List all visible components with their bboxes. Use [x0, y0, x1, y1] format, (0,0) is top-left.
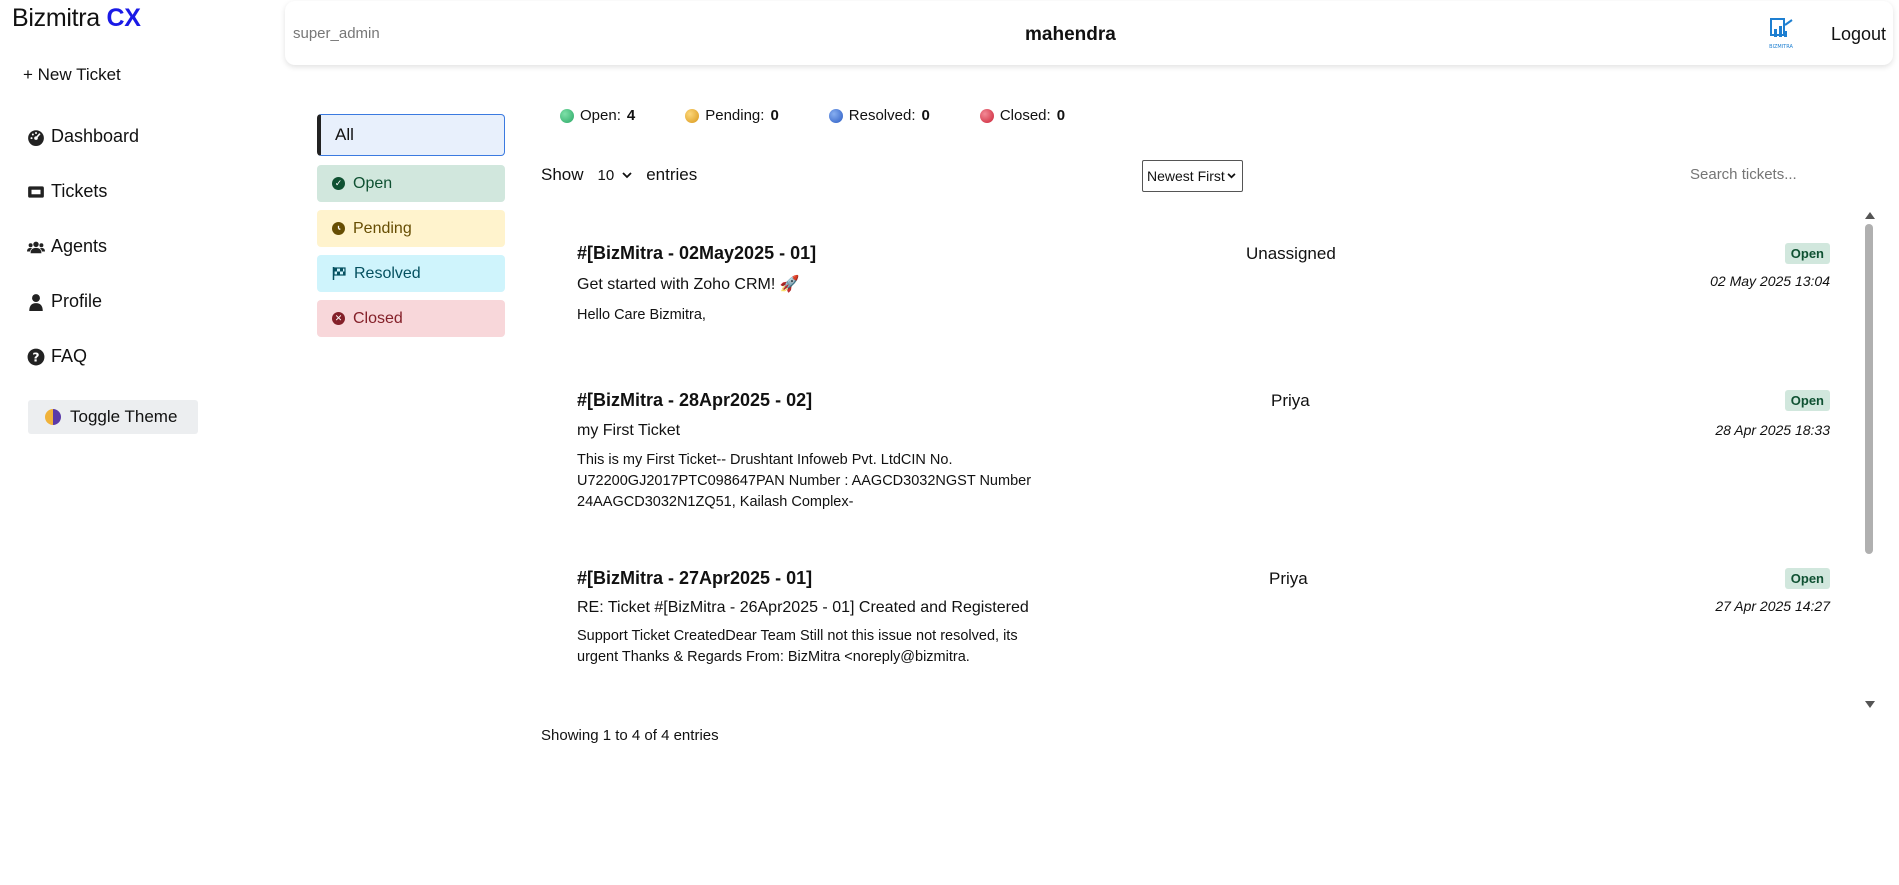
ticket-row[interactable] — [560, 568, 1830, 688]
user-icon — [27, 293, 45, 311]
filter-label: All — [335, 125, 354, 144]
stat-pending — [685, 107, 779, 124]
ticket-id[interactable]: #[BizMitra - 02May2025 - 01] — [577, 243, 817, 263]
show-label: Show — [541, 165, 584, 184]
ticket-date: 02 May 2025 13:04 — [1710, 273, 1830, 289]
stat-resolved — [829, 107, 930, 124]
sidebar-item-agents[interactable] — [27, 236, 107, 257]
stat-count: 0 — [770, 107, 779, 124]
bizmitra-logo-icon[interactable] — [1765, 17, 1797, 51]
status-summary — [560, 107, 1115, 124]
logout-button[interactable]: Logout — [1831, 24, 1887, 44]
ticket-id[interactable]: #[BizMitra - 27Apr2025 - 01] — [577, 568, 813, 588]
sidebar-item-profile[interactable] — [27, 291, 102, 312]
user-role: super_admin — [293, 25, 380, 42]
stat-count: 4 — [626, 107, 636, 124]
pending-dot-icon — [685, 109, 699, 123]
ticket-subject: my First Ticket — [577, 422, 681, 439]
sort-value: Newest First — [1147, 168, 1225, 184]
sidebar — [0, 0, 270, 885]
filter-label: Pending — [353, 219, 412, 237]
stat-closed — [980, 107, 1065, 124]
users-icon — [27, 238, 45, 256]
top-bar — [285, 1, 1893, 65]
ticket-subject: RE: Ticket #[BizMitra - 26Apr2025 - 01] Created and Registered — [577, 599, 1029, 616]
search-input[interactable] — [1690, 166, 1840, 183]
toggle-theme-label: Toggle Theme — [70, 407, 178, 426]
resolved-dot-icon — [829, 109, 843, 123]
stat-label: Open: — [580, 107, 621, 124]
ticket-agent: Unassigned — [1246, 244, 1336, 263]
gauge-icon — [27, 128, 45, 146]
filter-label: Resolved — [354, 264, 421, 282]
stat-label: Resolved: — [848, 107, 916, 124]
ticket-id[interactable]: #[BizMitra - 28Apr2025 - 02] — [577, 390, 813, 410]
ticket-row[interactable] — [560, 390, 1830, 530]
sidebar-item-label: Agents — [51, 236, 108, 256]
status-badge: Open — [1785, 243, 1830, 264]
ticket-body: This is my First Ticket-- Drushtant Infoweb Pvt. LtdCIN No. U72200GJ2017PTC098647PAN Number : AAGCD3032NGST Number 24AAGCD3032N1ZQ51, Kailash Complex- — [577, 452, 1032, 510]
chevron-down-icon — [1227, 173, 1236, 179]
filter-open[interactable] — [317, 165, 505, 202]
stat-count: 0 — [1056, 107, 1066, 124]
chevron-down-icon — [622, 172, 632, 179]
ticket-icon — [27, 183, 45, 201]
filter-pending[interactable] — [317, 210, 505, 247]
brand-name: Bizmitra — [12, 4, 100, 32]
sidebar-item-faq[interactable] — [27, 346, 87, 367]
entries-select[interactable] — [594, 167, 637, 184]
ticket-agent: Priya — [1271, 391, 1310, 410]
check-circle-icon: ✓ — [332, 177, 345, 190]
ticket-body: Hello Care Bizmitra, — [577, 307, 706, 323]
filter-label: Closed — [353, 309, 403, 327]
logo-text: BIZMITRA — [1769, 44, 1793, 50]
toggle-theme-button[interactable] — [28, 400, 198, 434]
sidebar-item-label: Dashboard — [51, 126, 140, 146]
sidebar-item-dashboard[interactable] — [27, 126, 139, 147]
scroll-thumb[interactable] — [1865, 224, 1873, 554]
brand-accent: CX — [106, 4, 141, 32]
ticket-date: 27 Apr 2025 14:27 — [1715, 598, 1830, 614]
stat-open — [560, 107, 635, 124]
open-dot-icon — [560, 109, 574, 123]
stat-label: Closed: — [999, 107, 1051, 124]
svg-text:?: ? — [32, 350, 40, 364]
entries-control — [541, 165, 697, 185]
filter-closed[interactable] — [317, 300, 505, 337]
scroll-up-arrow-icon[interactable] — [1865, 212, 1875, 219]
sidebar-item-tickets[interactable] — [27, 181, 107, 202]
ticket-list-scrollbar[interactable] — [1862, 212, 1876, 708]
new-ticket-button[interactable]: + New Ticket — [23, 65, 121, 84]
scroll-down-arrow-icon[interactable] — [1865, 701, 1875, 708]
sidebar-item-label: FAQ — [51, 346, 88, 366]
status-badge: Open — [1785, 390, 1830, 411]
filter-resolved[interactable] — [317, 255, 505, 292]
sidebar-item-label: Profile — [51, 291, 103, 311]
sort-select[interactable] — [1142, 160, 1243, 192]
ticket-row[interactable] — [560, 243, 1830, 353]
x-circle-icon: ✕ — [332, 312, 345, 325]
username: mahendra — [1025, 24, 1116, 45]
entries-value: 10 — [597, 166, 615, 184]
entries-label: entries — [646, 165, 698, 184]
theme-icon — [45, 409, 61, 425]
ticket-subject: Get started with Zoho CRM! 🚀 — [577, 276, 800, 293]
stat-label: Pending: — [705, 107, 765, 124]
question-circle-icon — [27, 348, 45, 366]
closed-dot-icon — [980, 109, 994, 123]
status-badge: Open — [1785, 568, 1830, 589]
flag-checkered-icon — [332, 267, 346, 280]
pagination-info: Showing 1 to 4 of 4 entries — [541, 727, 719, 744]
stat-count: 0 — [921, 107, 930, 124]
brand-logo[interactable] — [12, 4, 141, 33]
ticket-date: 28 Apr 2025 18:33 — [1715, 422, 1830, 438]
ticket-agent: Priya — [1269, 569, 1308, 588]
clock-icon — [332, 222, 345, 235]
filter-label: Open — [353, 174, 393, 192]
ticket-body: Support Ticket CreatedDear Team Still not this issue not resolved, its urgent Thanks & Regards From: BizMitra <noreply@bizmitra. — [577, 628, 1018, 665]
filter-all[interactable] — [317, 114, 505, 156]
ticket-list — [560, 215, 1860, 705]
sidebar-item-label: Tickets — [51, 181, 108, 201]
